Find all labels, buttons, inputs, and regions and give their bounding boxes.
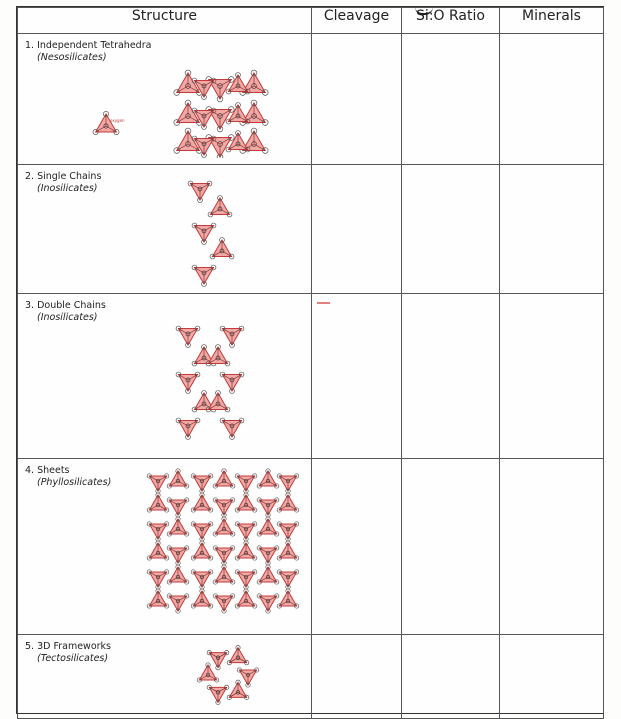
header-cleavage: Cleavage — [312, 8, 402, 34]
tetrahedron-glyph — [147, 589, 169, 608]
tetrahedron-glyph — [235, 541, 257, 560]
tetrahedron-glyph — [235, 493, 257, 512]
tetrahedron-glyph — [208, 196, 232, 217]
silicate-table — [17, 7, 604, 719]
tetrahedron-glyph — [206, 345, 230, 366]
table-row — [18, 459, 604, 635]
top-letter-fragment — [415, 1, 433, 15]
tetrahedron-glyph — [167, 469, 189, 488]
table-row — [18, 165, 604, 294]
tetrahedron-glyph — [213, 546, 235, 565]
tetrahedron-glyph — [213, 565, 235, 584]
tetrahedron-glyph — [277, 589, 299, 608]
tetrahedron-glyph — [220, 418, 244, 439]
double-chain-diagram — [18, 296, 308, 456]
row-subtitle: (Nesosilicates) — [37, 52, 107, 63]
minerals-cell[interactable] — [500, 34, 604, 165]
tetrahedron-glyph — [191, 541, 213, 560]
row-title: 1. Independent Tetrahedra — [25, 40, 152, 51]
header-minerals: Minerals — [500, 8, 604, 34]
tetrahedron-glyph — [147, 541, 169, 560]
structure-cell — [18, 635, 312, 719]
ratio-cell[interactable] — [402, 635, 500, 719]
worksheet — [16, 6, 604, 714]
minerals-cell[interactable] — [500, 165, 604, 294]
tetrahedron-glyph — [191, 474, 213, 493]
tetrahedron-glyph — [227, 645, 249, 664]
tetrahedron-glyph — [213, 498, 235, 517]
tetrahedron-glyph — [191, 570, 213, 589]
tetrahedron-glyph — [147, 522, 169, 541]
row-subtitle: (Inosilicates) — [37, 312, 98, 323]
header-row — [18, 8, 604, 34]
tetrahedron-glyph — [237, 668, 259, 687]
tetrahedron-glyph — [257, 517, 279, 536]
tetrahedron-glyph — [147, 493, 169, 512]
structure-cell — [18, 459, 312, 635]
cleavage-cell[interactable] — [312, 459, 402, 635]
tetrahedron-glyph — [207, 650, 229, 669]
tetrahedron-glyph — [176, 326, 200, 347]
ratio-cell[interactable] — [402, 459, 500, 635]
minerals-cell[interactable] — [500, 294, 604, 459]
tetrahedron-glyph — [277, 493, 299, 512]
tetrahedron-glyph — [213, 469, 235, 488]
tetrahedron-glyph — [235, 522, 257, 541]
tetrahedron-glyph — [167, 498, 189, 517]
framework-diagram — [18, 637, 308, 717]
table-row — [18, 294, 604, 459]
tetrahedron-glyph — [235, 589, 257, 608]
row-title: 2. Single Chains — [25, 171, 102, 182]
minerals-cell[interactable] — [500, 635, 604, 719]
tetrahedron-glyph — [220, 372, 244, 393]
tetrahedron-glyph — [167, 546, 189, 565]
structure-cell — [18, 34, 312, 165]
table-row — [18, 34, 604, 165]
cleavage-cell[interactable] — [312, 34, 402, 165]
tetrahedron-glyph — [197, 663, 219, 682]
row-subtitle: (Inosilicates) — [37, 183, 98, 194]
ratio-cell[interactable] — [402, 34, 500, 165]
tetrahedron-glyph — [167, 594, 189, 613]
ratio-cell[interactable] — [402, 294, 500, 459]
tetrahedron-glyph — [206, 391, 230, 412]
row-label — [18, 34, 311, 64]
tetrahedron-glyph — [192, 265, 216, 286]
row-title: 4. Sheets — [25, 465, 70, 476]
oxygen-label: oxygen — [110, 118, 125, 123]
header-structure: Structure — [18, 8, 312, 34]
tetrahedron-glyph — [167, 517, 189, 536]
tetrahedron-glyph — [167, 565, 189, 584]
tetrahedron-glyph — [207, 685, 229, 704]
row-title: 3. Double Chains — [25, 300, 106, 311]
tetrahedron-glyph — [220, 326, 244, 347]
tetrahedron-glyph — [257, 469, 279, 488]
cleavage-cell[interactable] — [312, 635, 402, 719]
tetrahedron-glyph — [277, 522, 299, 541]
tetrahedron-glyph — [93, 111, 119, 134]
tetrahedron-glyph — [147, 474, 169, 493]
ratio-cell[interactable] — [402, 165, 500, 294]
structure-cell — [18, 165, 312, 294]
row-title: 5. 3D Frameworks — [25, 641, 112, 652]
table-row — [18, 635, 604, 719]
tetrahedron-glyph — [257, 594, 279, 613]
tetrahedron-glyph — [210, 238, 234, 259]
red-pen-mark — [317, 302, 330, 304]
tetrahedron-glyph — [235, 570, 257, 589]
row-subtitle: (Tectosilicates) — [37, 653, 109, 664]
tetrahedron-glyph — [213, 517, 235, 536]
cleavage-cell[interactable] — [312, 165, 402, 294]
tetrahedron-glyph — [176, 372, 200, 393]
tetrahedron-glyph — [257, 546, 279, 565]
tetrahedron-glyph — [176, 418, 200, 439]
tetrahedron-glyph — [188, 181, 212, 202]
single-chain-diagram — [18, 169, 308, 291]
header-ratio: Si:O Ratio — [402, 8, 500, 34]
tetrahedron-glyph — [192, 223, 216, 244]
sheet-diagram — [18, 461, 308, 631]
tetrahedron-glyph — [213, 594, 235, 613]
tetrahedron-glyph — [191, 522, 213, 541]
tetrahedron-glyph — [235, 474, 257, 493]
tetrahedron-glyph — [257, 565, 279, 584]
row-subtitle: (Phyllosilicates) — [37, 477, 112, 488]
tetrahedron-glyph — [257, 498, 279, 517]
tetrahedron-glyph — [191, 493, 213, 512]
tetrahedron-glyph — [277, 541, 299, 560]
tetrahedron-glyph — [147, 570, 169, 589]
minerals-cell[interactable] — [500, 459, 604, 635]
structure-cell — [18, 294, 312, 459]
tetrahedron-glyph — [227, 680, 249, 699]
tetrahedron-glyph — [277, 474, 299, 493]
tetrahedron-glyph — [191, 589, 213, 608]
cleavage-cell[interactable] — [312, 294, 402, 459]
nesosilicate-diagram — [18, 68, 308, 158]
tetrahedron-glyph — [277, 570, 299, 589]
